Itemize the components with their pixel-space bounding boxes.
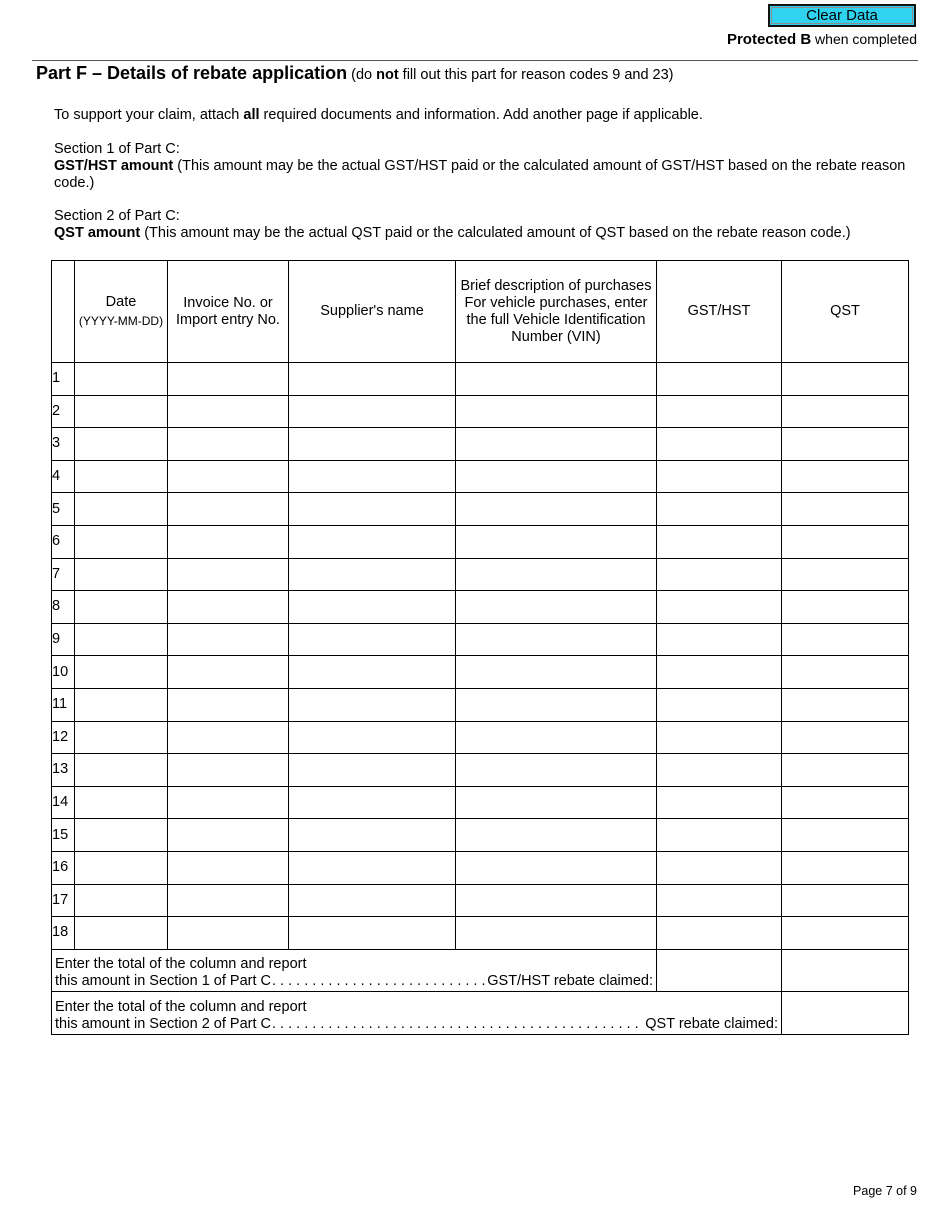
table-row	[52, 558, 909, 591]
qst-field[interactable]	[782, 363, 909, 396]
section2-text: QST amount (This amount may be the actual QST paid or the calculated amount of QST based on the rebate reason code.)	[54, 225, 851, 241]
gst-field[interactable]	[657, 558, 782, 591]
dot-leader	[272, 973, 486, 990]
invoice-field[interactable]	[168, 917, 289, 950]
row-number: 14	[52, 786, 75, 819]
clear-data-button[interactable]: Clear Data	[768, 4, 916, 27]
gst-column-header: GST/HST	[657, 261, 782, 363]
gst-field[interactable]	[657, 525, 782, 558]
date-field[interactable]	[75, 591, 168, 624]
qst-field[interactable]	[782, 558, 909, 591]
table-row	[52, 460, 909, 493]
supplier-column-header: Supplier's name	[289, 261, 456, 363]
supplier-field[interactable]	[289, 786, 456, 819]
gst-field[interactable]	[657, 363, 782, 396]
row-number: 13	[52, 754, 75, 787]
description-field[interactable]	[456, 525, 657, 558]
date-field[interactable]	[75, 819, 168, 852]
row-number: 5	[52, 493, 75, 526]
description-field[interactable]	[456, 754, 657, 787]
header-divider	[32, 60, 918, 61]
invoice-field[interactable]	[168, 591, 289, 624]
gst-total-blank	[782, 949, 909, 992]
table-row	[52, 493, 909, 526]
protected-b-notice: Protected B when completed	[726, 31, 917, 48]
date-field[interactable]	[75, 525, 168, 558]
date-field[interactable]	[75, 851, 168, 884]
description-field[interactable]	[456, 721, 657, 754]
gst-field[interactable]	[657, 623, 782, 656]
date-field[interactable]	[75, 688, 168, 721]
description-field[interactable]	[456, 819, 657, 852]
gst-field[interactable]	[657, 428, 782, 461]
row-number: 8	[52, 591, 75, 624]
description-field[interactable]	[456, 917, 657, 950]
table-row	[52, 363, 909, 396]
description-field[interactable]	[456, 460, 657, 493]
section2-heading: Section 2 of Part C:	[54, 208, 180, 224]
invoice-field[interactable]	[168, 721, 289, 754]
qst-field[interactable]	[782, 395, 909, 428]
qst-field[interactable]	[782, 819, 909, 852]
supplier-field[interactable]	[289, 721, 456, 754]
date-field[interactable]	[75, 754, 168, 787]
table-row	[52, 395, 909, 428]
supplier-field[interactable]	[289, 656, 456, 689]
invoice-field[interactable]	[168, 688, 289, 721]
description-field[interactable]	[456, 428, 657, 461]
row-number: 18	[52, 917, 75, 950]
supplier-field[interactable]	[289, 851, 456, 884]
invoice-field[interactable]	[168, 395, 289, 428]
date-field[interactable]	[75, 917, 168, 950]
section2-note	[54, 208, 924, 242]
gst-field[interactable]	[657, 786, 782, 819]
date-field[interactable]	[75, 363, 168, 396]
row-number: 10	[52, 656, 75, 689]
supplier-field[interactable]	[289, 688, 456, 721]
row-number: 3	[52, 428, 75, 461]
qst-field[interactable]	[782, 656, 909, 689]
table-row	[52, 819, 909, 852]
date-field[interactable]	[75, 623, 168, 656]
gst-total-row	[52, 949, 909, 992]
description-field[interactable]	[456, 656, 657, 689]
supplier-field[interactable]	[289, 395, 456, 428]
row-number: 9	[52, 623, 75, 656]
qst-field[interactable]	[782, 884, 909, 917]
gst-field[interactable]	[657, 884, 782, 917]
qst-column-header: QST	[782, 261, 909, 363]
date-field[interactable]	[75, 460, 168, 493]
invoice-field[interactable]	[168, 493, 289, 526]
qst-field[interactable]	[782, 525, 909, 558]
row-number: 12	[52, 721, 75, 754]
date-field[interactable]	[75, 558, 168, 591]
invoice-field[interactable]	[168, 558, 289, 591]
date-column-header: Date (YYYY-MM-DD)	[75, 261, 168, 363]
qst-field[interactable]	[782, 460, 909, 493]
date-field[interactable]	[75, 395, 168, 428]
part-f-title: Part F – Details of rebate application (do not fill out this part for reason codes 9 and 23)	[36, 63, 674, 83]
date-field[interactable]	[75, 428, 168, 461]
row-number-header	[52, 261, 75, 363]
qst-field[interactable]	[782, 917, 909, 950]
gst-field[interactable]	[657, 819, 782, 852]
table-row	[52, 656, 909, 689]
supplier-field[interactable]	[289, 591, 456, 624]
gst-field[interactable]	[657, 656, 782, 689]
invoice-field[interactable]	[168, 460, 289, 493]
supplier-field[interactable]	[289, 917, 456, 950]
description-field[interactable]	[456, 591, 657, 624]
description-field[interactable]	[456, 884, 657, 917]
qst-total-row	[52, 992, 909, 1035]
invoice-field[interactable]	[168, 656, 289, 689]
date-field[interactable]	[75, 493, 168, 526]
description-field[interactable]	[456, 623, 657, 656]
gst-total-label: Enter the total of the column and report this amount in Section 1 of Part C . . . GST/HST rebate claimed:	[52, 949, 657, 992]
section1-text: GST/HST amount (This amount may be the actual GST/HST paid or the calculated amount of GST/HST based on the rebate reason code.)	[54, 158, 906, 191]
gst-field[interactable]	[657, 493, 782, 526]
invoice-field[interactable]	[168, 754, 289, 787]
supplier-field[interactable]	[289, 819, 456, 852]
table-header-row	[52, 261, 909, 363]
description-column-header: Brief description of purchases For vehicle purchases, enter the full Vehicle Identification Number (VIN)	[456, 261, 657, 363]
vin-note: For vehicle purchases, enter the full Vehicle Identification Number (VIN)	[464, 294, 648, 345]
date-field[interactable]	[75, 721, 168, 754]
date-format-hint: (YYYY-MM-DD)	[78, 313, 164, 328]
supplier-field[interactable]	[289, 460, 456, 493]
invoice-field[interactable]	[168, 623, 289, 656]
row-number: 1	[52, 363, 75, 396]
table-row	[52, 623, 909, 656]
section1-note	[54, 141, 914, 192]
supplier-field[interactable]	[289, 428, 456, 461]
qst-field[interactable]	[782, 786, 909, 819]
qst-rebate-claimed-field[interactable]	[782, 992, 909, 1035]
row-number: 6	[52, 525, 75, 558]
intro-instructions: To support your claim, attach all required documents and information. Add another page if applicable.	[54, 107, 703, 123]
supplier-field[interactable]	[289, 363, 456, 396]
table-row	[52, 591, 909, 624]
table-row	[52, 786, 909, 819]
gst-field[interactable]	[657, 395, 782, 428]
date-field[interactable]	[75, 786, 168, 819]
qst-field[interactable]	[782, 591, 909, 624]
invoice-field[interactable]	[168, 819, 289, 852]
table-row	[52, 851, 909, 884]
row-number: 15	[52, 819, 75, 852]
invoice-column-header: Invoice No. or Import entry No.	[168, 261, 289, 363]
description-field[interactable]	[456, 688, 657, 721]
rebate-details-table	[51, 260, 909, 1035]
description-field[interactable]	[456, 558, 657, 591]
gst-field[interactable]	[657, 851, 782, 884]
gst-field[interactable]	[657, 591, 782, 624]
invoice-field[interactable]	[168, 851, 289, 884]
row-number: 2	[52, 395, 75, 428]
gst-rebate-claimed-field[interactable]	[657, 949, 782, 992]
supplier-field[interactable]	[289, 525, 456, 558]
table-row	[52, 721, 909, 754]
qst-field[interactable]	[782, 688, 909, 721]
gst-field[interactable]	[657, 460, 782, 493]
row-number: 4	[52, 460, 75, 493]
gst-field[interactable]	[657, 688, 782, 721]
qst-field[interactable]	[782, 851, 909, 884]
gst-field[interactable]	[657, 721, 782, 754]
row-number: 17	[52, 884, 75, 917]
page-number: Page 7 of 9	[853, 1184, 917, 1198]
row-number: 11	[52, 688, 75, 721]
description-field[interactable]	[456, 395, 657, 428]
invoice-field[interactable]	[168, 363, 289, 396]
qst-field[interactable]	[782, 754, 909, 787]
date-field[interactable]	[75, 884, 168, 917]
supplier-field[interactable]	[289, 754, 456, 787]
date-field[interactable]	[75, 656, 168, 689]
qst-field[interactable]	[782, 623, 909, 656]
supplier-field[interactable]	[289, 623, 456, 656]
description-field[interactable]	[456, 493, 657, 526]
qst-field[interactable]	[782, 493, 909, 526]
gst-field[interactable]	[657, 754, 782, 787]
qst-field[interactable]	[782, 721, 909, 754]
table-row	[52, 428, 909, 461]
dot-leader	[272, 1016, 644, 1033]
invoice-field[interactable]	[168, 428, 289, 461]
invoice-field[interactable]	[168, 786, 289, 819]
table-row	[52, 754, 909, 787]
table-row	[52, 525, 909, 558]
description-field[interactable]	[456, 786, 657, 819]
row-number: 7	[52, 558, 75, 591]
supplier-field[interactable]	[289, 493, 456, 526]
qst-total-label: Enter the total of the column and report this amount in Section 2 of Part C . . . QST rebate claimed:	[52, 992, 782, 1035]
gst-field[interactable]	[657, 917, 782, 950]
row-number: 16	[52, 851, 75, 884]
table-row	[52, 688, 909, 721]
invoice-field[interactable]	[168, 525, 289, 558]
section1-heading: Section 1 of Part C:	[54, 141, 180, 157]
supplier-field[interactable]	[289, 884, 456, 917]
invoice-field[interactable]	[168, 884, 289, 917]
qst-field[interactable]	[782, 428, 909, 461]
supplier-field[interactable]	[289, 558, 456, 591]
table-row	[52, 884, 909, 917]
description-field[interactable]	[456, 363, 657, 396]
description-field[interactable]	[456, 851, 657, 884]
table-row	[52, 917, 909, 950]
